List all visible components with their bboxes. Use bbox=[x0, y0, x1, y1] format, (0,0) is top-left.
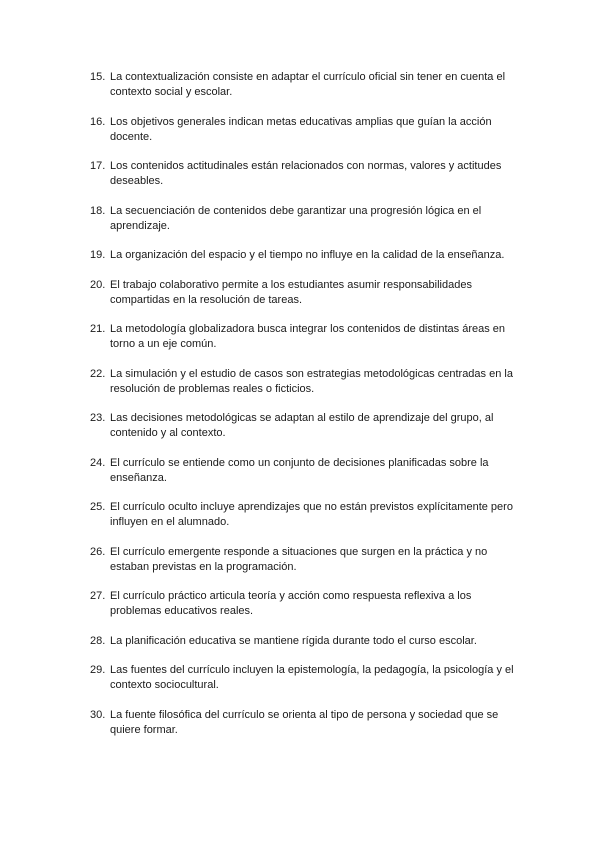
item-number: 17. bbox=[90, 160, 106, 172]
list-item bbox=[90, 500, 520, 530]
item-number: 16. bbox=[90, 115, 106, 128]
list-item bbox=[90, 248, 520, 263]
item-text: Los contenidos actitudinales están relacionados con normas, valores y actitudes deseables. bbox=[110, 160, 502, 187]
list-item bbox=[90, 367, 520, 397]
item-number: 28. bbox=[90, 634, 106, 647]
item-number: 23. bbox=[90, 412, 106, 424]
list-item bbox=[90, 322, 520, 352]
item-number: 21. bbox=[90, 323, 106, 335]
list-item bbox=[90, 115, 520, 145]
item-number: 24. bbox=[90, 456, 106, 469]
list-item bbox=[90, 634, 520, 649]
item-text: La metodología globalizadora busca integrar los contenidos de distintas áreas en torno a un eje común. bbox=[110, 323, 506, 350]
list-item bbox=[90, 663, 520, 693]
list-item bbox=[90, 70, 520, 100]
item-number: 27. bbox=[90, 590, 106, 602]
item-text: Las decisiones metodológicas se adaptan al estilo de aprendizaje del grupo, al contenido y al contexto. bbox=[110, 412, 494, 439]
item-number: 29. bbox=[90, 664, 106, 676]
list-item bbox=[90, 456, 520, 486]
item-text: Las fuentes del currículo incluyen la epistemología, la pedagogía, la psicología y el contexto sociocultural. bbox=[110, 664, 514, 691]
list-item bbox=[90, 204, 520, 234]
list-item bbox=[90, 159, 520, 189]
item-number: 25. bbox=[90, 501, 106, 513]
item-number: 26. bbox=[90, 545, 106, 558]
item-text: La organización del espacio y el tiempo no influye en la calidad de la enseñanza. bbox=[110, 249, 505, 261]
item-number: 30. bbox=[90, 708, 106, 721]
item-text: El currículo oculto incluye aprendizajes que no están previstos explícitamente pero influyen en el alumnado. bbox=[110, 501, 513, 528]
item-text: La planificación educativa se mantiene rígida durante todo el curso escolar. bbox=[110, 634, 477, 647]
item-number: 19. bbox=[90, 249, 106, 261]
item-number: 20. bbox=[90, 278, 106, 291]
item-text: La contextualización consiste en adaptar el currículo oficial sin tener en cuenta el contexto social y escolar. bbox=[110, 71, 506, 98]
statement-list bbox=[90, 70, 520, 752]
item-number: 22. bbox=[90, 367, 106, 380]
item-text: La secuenciación de contenidos debe garantizar una progresión lógica en el aprendizaje. bbox=[110, 204, 482, 232]
item-text: El currículo se entiende como un conjunto de decisiones planificadas sobre la enseñanza. bbox=[110, 456, 489, 484]
item-text: La simulación y el estudio de casos son estrategias metodológicas centradas en la resolución de problemas reales o ficticios. bbox=[110, 367, 513, 395]
list-item bbox=[90, 411, 520, 441]
item-text: El currículo emergente responde a situaciones que surgen en la práctica y no estaban previstas en la programación. bbox=[110, 545, 488, 573]
item-text: El trabajo colaborativo permite a los estudiantes asumir responsabilidades compartidas en la resolución de tareas. bbox=[110, 278, 472, 306]
list-item bbox=[90, 708, 520, 738]
item-text: El currículo práctico articula teoría y acción como respuesta reflexiva a los problemas educativos reales. bbox=[110, 590, 472, 617]
list-item bbox=[90, 545, 520, 575]
item-number: 18. bbox=[90, 204, 106, 217]
list-item bbox=[90, 278, 520, 308]
item-number: 15. bbox=[90, 71, 106, 83]
item-text: Los objetivos generales indican metas educativas amplias que guían la acción docente. bbox=[110, 115, 492, 143]
list-item bbox=[90, 589, 520, 619]
item-text: La fuente filosófica del currículo se orienta al tipo de persona y sociedad que se quiere formar. bbox=[110, 708, 499, 736]
